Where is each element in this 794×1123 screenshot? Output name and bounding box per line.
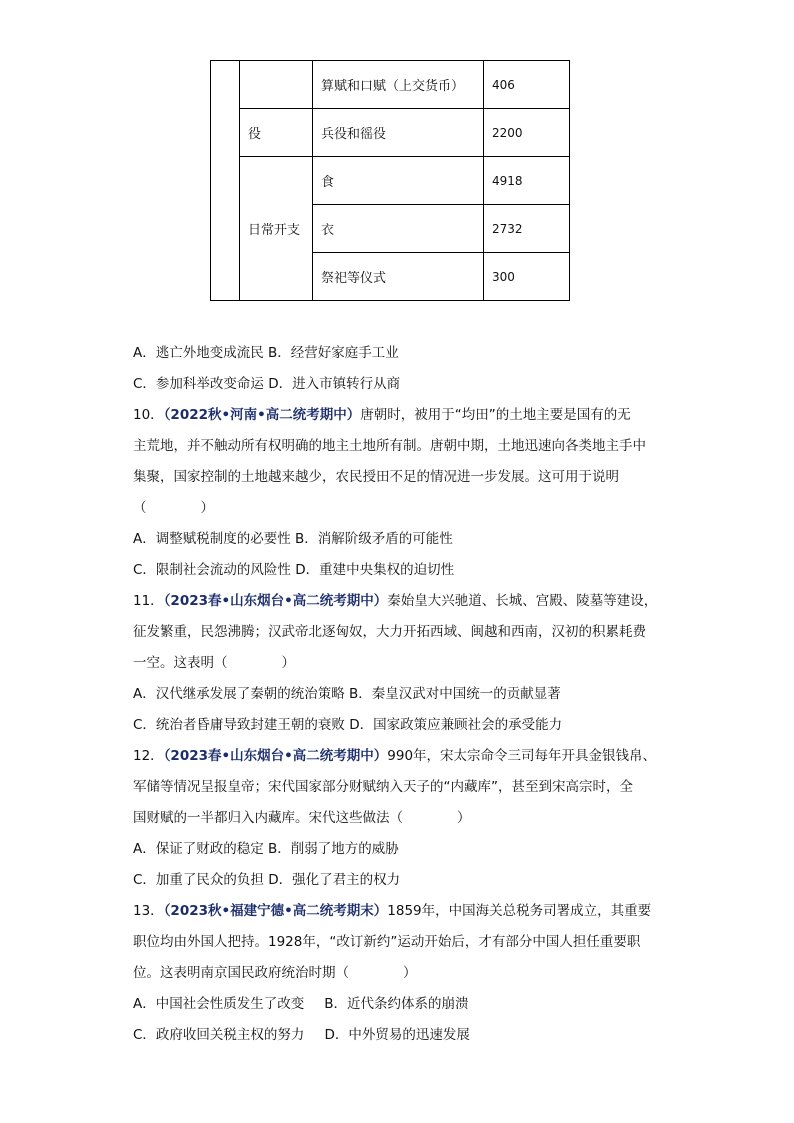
table-cell-category: 日常开支 [240,157,313,301]
table-cell-item: 衣 [313,205,484,253]
table-row [211,157,570,205]
q12-source: （2023春•山东烟台•高二统考期中） [163,748,388,764]
q9-option-ab: A．逃亡外地变成流民 B．经营好家庭手工业 [133,345,399,361]
q10-answer-blank: （ ） [133,500,214,516]
q13-text: 1859年，中国海关总税务司署成立，其重要 [387,903,652,919]
table-cell-item: 祭祀等仪式 [313,253,484,301]
table-cell-value: 406 [484,61,570,109]
q10-option-cd: C．限制社会流动的风险性 D．重建中央集权的迫切性 [133,562,455,578]
q11-option-cd: C．统治者昏庸导致封建王朝的衰败 D．国家政策应兼顾社会的承受能力 [133,717,563,733]
table-cell-category [240,61,313,109]
table-row [211,61,570,109]
q13-option-cd [133,1020,678,1051]
table-cell-item: 食 [313,157,484,205]
q10-text: 唐朝时，被用于“均田”的土地主要是国有的无 [360,407,631,423]
table-cell-item: 兵役和徭役 [313,109,484,157]
table-cell-value: 4918 [484,157,570,205]
q13-stem-line: 职位均由外国人把持。1928年，“改订新约”运动开始后，才有部分中国人担任重要职 [133,934,641,950]
q13-option-ab [133,989,678,1020]
table-cell-item: 算赋和口赋（上交货币） [313,61,484,109]
q11-stem-line: 征发繁重，民怨沸腾；汉武帝北逐匈奴，大力开拓西域、闽越和西南，汉初的积累耗费 [133,624,646,640]
q13-option-c: C．政府收回关税主权的努力 [133,1027,305,1043]
q10-stem-line: 主荒地，并不触动所有权明确的地主土地所有制。唐朝中期，土地迅速向各类地主手中 [133,438,646,454]
expense-table [210,60,570,301]
table-cell-value: 2732 [484,205,570,253]
q10-stem-line: 集聚，国家控制的土地越来越少，农民授田不足的情况进一步发展。这可用于说明 [133,469,619,485]
q11-option-ab: A．汉代继承发展了秦朝的统治策略 B．秦皇汉武对中国统一的贡献显著 [133,686,561,702]
q11-stem-line: 一空。这表明（ ） [133,655,295,671]
q10-option-ab: A．调整赋税制度的必要性 B．消解阶级矛盾的可能性 [133,531,453,547]
q11-number: 11． [133,593,164,609]
q12-stem-line: 军储等情况呈报皇帝；宋代国家部分财赋纳入天子的“内藏库”，甚至到宋高宗时，全 [133,779,633,795]
q12-stem-line: 国财赋的一半都归入内藏库。宋代这些做法（ ） [133,810,471,826]
table-cell-value: 300 [484,253,570,301]
q13-option-b: B．近代条约体系的崩溃 [324,996,469,1012]
table-cell-category: 役 [240,109,313,157]
q11-source: （2023春•山东烟台•高二统考期中） [163,593,388,609]
q12-option-ab: A．保证了财政的稳定 B．削弱了地方的威胁 [133,841,399,857]
q12-text: 990年，宋太宗命令三司每年开具金银钱帛、 [387,748,657,764]
q10-source: （2022秋•河南•高二统考期中） [163,407,361,423]
table-cell-value: 2200 [484,109,570,157]
q13-option-a: A．中国社会性质发生了改变 [133,996,305,1012]
table-cell-blank [211,61,240,301]
q13-option-d: D．中外贸易的迅速发展 [324,1027,470,1043]
q13-stem-line [133,896,678,927]
q11-text: 秦始皇大兴驰道、长城、宫殿、陵墓等建设， [387,593,658,609]
q10-stem-line [133,400,678,431]
q11-stem-line [133,586,678,617]
q12-option-cd: C．加重了民众的负担 D．强化了君主的权力 [133,872,401,888]
q12-stem-line [133,741,678,772]
q12-number: 12． [133,748,164,764]
q9-option-cd: C．参加科举改变命运 D．进入市镇转行从商 [133,376,401,392]
question-content [133,338,678,1051]
q13-stem-line: 位。这表明南京国民政府统治时期（ ） [133,965,417,981]
q13-number: 13． [133,903,164,919]
q10-number: 10． [133,407,164,423]
q13-source: （2023秋•福建宁德•高二统考期末） [163,903,388,919]
table-row [211,109,570,157]
